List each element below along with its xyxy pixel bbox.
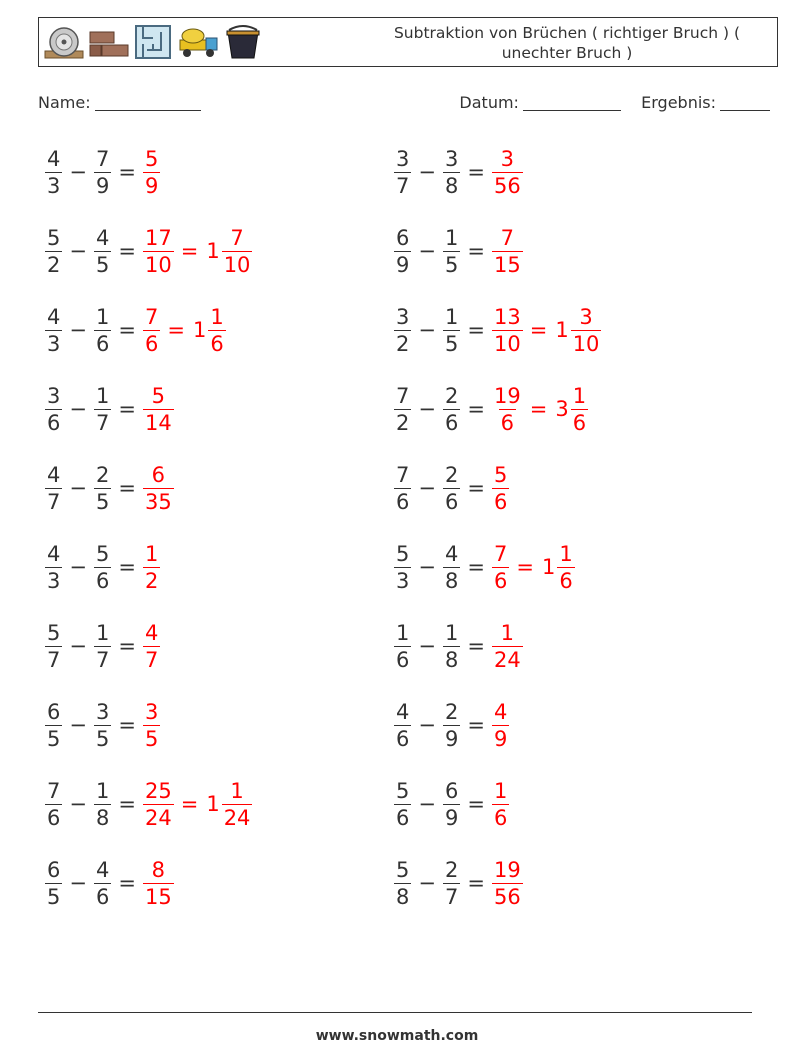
minuend-fraction (45, 383, 62, 436)
icon-strip (43, 22, 263, 62)
denominator: 5 (95, 489, 110, 514)
result-label: Ergebnis: (641, 93, 716, 112)
problem-right-9 (393, 774, 510, 834)
subtrahend-fraction (94, 462, 111, 515)
answer-fraction (492, 304, 523, 357)
equals-sign-mixed: = (180, 792, 199, 816)
minuend-fraction (394, 857, 411, 910)
answer-fraction (492, 620, 523, 673)
denominator: 6 (95, 568, 110, 593)
minuend-fraction (394, 620, 411, 673)
denominator: 6 (144, 331, 159, 356)
saw-blade-icon (43, 24, 85, 60)
denominator: 6 (493, 489, 508, 514)
numerator: 1 (444, 225, 459, 250)
equals-sign: = (467, 160, 485, 184)
minuend-fraction (394, 225, 411, 278)
denominator: 6 (95, 884, 110, 909)
equals-sign: = (467, 476, 485, 500)
numerator: 1 (444, 620, 459, 645)
bucket-icon (223, 24, 263, 60)
numerator: 3 (579, 304, 593, 329)
problem-right-6 (393, 537, 576, 597)
numerator: 7 (396, 383, 410, 408)
numerator: 4 (47, 541, 61, 566)
minuend-fraction (45, 146, 62, 199)
numerator: 4 (444, 541, 459, 566)
denominator: 6 (47, 805, 61, 830)
problem-right-2 (393, 221, 524, 281)
subtrahend-fraction (443, 304, 460, 357)
numerator: 6 (151, 462, 166, 487)
numerator: 1 (444, 304, 459, 329)
answer-fraction (143, 778, 174, 831)
subtrahend-fraction (443, 699, 460, 752)
numerator: 2 (95, 462, 110, 487)
minuend-fraction (45, 778, 62, 831)
subtrahend-fraction (443, 462, 460, 515)
numerator: 4 (95, 225, 110, 250)
numerator: 19 (493, 857, 521, 882)
denominator: 8 (444, 647, 459, 672)
answer-fraction (492, 146, 523, 199)
denominator: 8 (95, 805, 110, 830)
minuend-fraction (45, 225, 62, 278)
denominator: 7 (95, 647, 110, 672)
subtrahend-fraction (94, 857, 111, 910)
problem-right-1 (393, 142, 524, 202)
mixed-whole: 3 (555, 397, 569, 421)
denominator: 6 (47, 410, 61, 435)
cement-truck-icon (176, 24, 220, 60)
subtrahend-fraction (443, 146, 460, 199)
numerator: 4 (396, 699, 410, 724)
equals-sign: = (467, 792, 485, 816)
minuend-fraction (394, 541, 411, 594)
denominator: 9 (95, 173, 110, 198)
minuend-fraction (394, 778, 411, 831)
subtrahend-fraction (443, 857, 460, 910)
equals-sign: = (118, 318, 136, 342)
minus-sign: − (69, 634, 87, 658)
answer-fraction (143, 225, 174, 278)
denominator: 5 (444, 252, 459, 277)
equals-sign: = (118, 555, 136, 579)
denominator: 6 (559, 568, 573, 593)
denominator: 24 (493, 647, 521, 672)
denominator: 6 (396, 805, 410, 830)
maze-icon (133, 24, 173, 60)
mixed-fraction (557, 541, 574, 594)
problem-left-1 (44, 142, 161, 202)
name-field[interactable] (38, 93, 201, 112)
equals-sign-mixed: = (529, 397, 548, 421)
minus-sign: − (69, 239, 87, 263)
denominator: 6 (396, 647, 410, 672)
equals-sign: = (118, 792, 136, 816)
denominator: 6 (396, 489, 410, 514)
denominator: 6 (444, 489, 459, 514)
numerator: 4 (493, 699, 508, 724)
numerator: 7 (500, 225, 515, 250)
denominator: 5 (47, 726, 61, 751)
denominator: 6 (500, 410, 515, 435)
equals-sign: = (467, 397, 485, 421)
mixed-whole: 1 (541, 555, 556, 579)
answer-fraction (492, 857, 523, 910)
equals-sign: = (467, 634, 485, 658)
numerator: 8 (151, 857, 166, 882)
denominator: 2 (396, 331, 410, 356)
denominator: 7 (95, 410, 110, 435)
answer-fraction (143, 383, 174, 436)
subtrahend-fraction (94, 146, 111, 199)
answer-fraction (143, 699, 160, 752)
denominator: 8 (396, 884, 410, 909)
title-line-1: Subtraktion von Brüchen ( richtiger Bruch ) ( (393, 24, 741, 42)
numerator: 1 (95, 778, 110, 803)
minuend-fraction (394, 462, 411, 515)
numerator: 7 (230, 225, 244, 250)
minus-sign: − (418, 397, 436, 421)
numerator: 13 (493, 304, 521, 329)
numerator: 4 (47, 462, 61, 487)
date-label: Datum: (459, 93, 519, 112)
mixed-fraction (222, 778, 253, 831)
denominator: 6 (95, 331, 110, 356)
mixed-fraction (571, 383, 588, 436)
answer-fraction (143, 304, 160, 357)
minuend-fraction (45, 462, 62, 515)
problem-right-5 (393, 458, 510, 518)
numerator: 4 (144, 620, 159, 645)
subtrahend-fraction (94, 541, 111, 594)
subtrahend-fraction (94, 699, 111, 752)
minuend-fraction (45, 304, 62, 357)
mixed-fraction (208, 304, 225, 357)
denominator: 14 (144, 410, 172, 435)
denominator: 2 (47, 252, 61, 277)
denominator: 9 (444, 805, 459, 830)
denominator: 7 (144, 647, 159, 672)
subtrahend-fraction (94, 225, 111, 278)
worksheet-title (367, 23, 767, 63)
minus-sign: − (418, 160, 436, 184)
subtrahend-fraction (94, 620, 111, 673)
numerator: 3 (444, 146, 459, 171)
mixed-fraction (571, 304, 602, 357)
minus-sign: − (69, 397, 87, 421)
mixed-whole: 1 (206, 239, 220, 263)
numerator: 1 (493, 778, 508, 803)
numerator: 5 (47, 225, 61, 250)
equals-sign: = (118, 634, 136, 658)
denominator: 3 (396, 568, 410, 593)
problem-right-8 (393, 695, 510, 755)
minus-sign: − (418, 792, 436, 816)
numerator: 3 (144, 699, 159, 724)
minus-sign: − (69, 713, 87, 737)
numerator: 17 (144, 225, 172, 250)
numerator: 6 (444, 778, 459, 803)
numerator: 1 (572, 383, 587, 408)
denominator: 3 (47, 568, 61, 593)
minuend-fraction (394, 304, 411, 357)
problem-left-2 (44, 221, 253, 281)
numerator: 7 (144, 304, 159, 329)
minuend-fraction (45, 620, 62, 673)
denominator: 24 (223, 805, 251, 830)
name-blank[interactable] (95, 94, 201, 111)
minuend-fraction (394, 146, 411, 199)
numerator: 1 (500, 620, 515, 645)
numerator: 7 (95, 146, 110, 171)
denominator: 5 (47, 884, 61, 909)
numerator: 7 (47, 778, 61, 803)
denominator: 15 (144, 884, 172, 909)
numerator: 6 (396, 225, 410, 250)
answer-fraction (143, 462, 174, 515)
result-blank[interactable] (720, 94, 770, 111)
denominator: 10 (144, 252, 172, 277)
denominator: 6 (493, 568, 508, 593)
numerator: 2 (444, 462, 459, 487)
minuend-fraction (394, 699, 411, 752)
denominator: 2 (144, 568, 159, 593)
numerator: 2 (444, 699, 459, 724)
numerator: 2 (444, 857, 459, 882)
answer-fraction (492, 778, 509, 831)
minus-sign: − (418, 239, 436, 263)
equals-sign-mixed: = (180, 239, 199, 263)
mixed-whole: 1 (555, 318, 569, 342)
denominator: 5 (95, 726, 110, 751)
denominator: 6 (444, 410, 459, 435)
problem-left-7 (44, 616, 161, 676)
numerator: 1 (95, 620, 110, 645)
subtrahend-fraction (94, 383, 111, 436)
answer-fraction (143, 620, 160, 673)
numerator: 5 (493, 462, 508, 487)
minus-sign: − (418, 318, 436, 342)
problem-right-4 (393, 379, 589, 439)
minuend-fraction (45, 857, 62, 910)
numerator: 7 (396, 462, 410, 487)
denominator: 5 (444, 331, 459, 356)
minus-sign: − (69, 160, 87, 184)
numerator: 4 (95, 857, 110, 882)
denominator: 6 (210, 331, 224, 356)
denominator: 7 (396, 173, 410, 198)
equals-sign: = (467, 871, 485, 895)
answer-fraction (143, 857, 174, 910)
denominator: 9 (444, 726, 459, 751)
equals-sign: = (467, 713, 485, 737)
problem-left-4 (44, 379, 175, 439)
equals-sign: = (118, 397, 136, 421)
footer-url: www.snowmath.com (315, 1028, 479, 1044)
minus-sign: − (69, 792, 87, 816)
denominator: 3 (47, 173, 61, 198)
numerator: 1 (396, 620, 410, 645)
numerator: 2 (444, 383, 459, 408)
denominator: 2 (396, 410, 410, 435)
minuend-fraction (45, 699, 62, 752)
footer-divider (38, 1012, 752, 1013)
subtrahend-fraction (94, 778, 111, 831)
equals-sign: = (467, 239, 485, 263)
numerator: 5 (95, 541, 110, 566)
header-box (38, 17, 778, 67)
minus-sign: − (418, 634, 436, 658)
answer-fraction (492, 699, 509, 752)
problem-right-10 (393, 853, 524, 913)
denominator: 7 (444, 884, 459, 909)
denominator: 15 (493, 252, 521, 277)
problem-left-3 (44, 300, 227, 360)
answer-fraction (492, 383, 523, 436)
numerator: 4 (47, 146, 61, 171)
numerator: 6 (47, 857, 61, 882)
equals-sign: = (467, 555, 485, 579)
numerator: 5 (144, 146, 159, 171)
numerator: 3 (396, 304, 410, 329)
problem-right-7 (393, 616, 524, 676)
denominator: 6 (493, 805, 508, 830)
numerator: 1 (559, 541, 573, 566)
denominator: 56 (493, 173, 521, 198)
equals-sign: = (118, 476, 136, 500)
numerator: 5 (396, 857, 410, 882)
denominator: 6 (396, 726, 410, 751)
problem-left-10 (44, 853, 175, 913)
subtrahend-fraction (94, 304, 111, 357)
equals-sign: = (118, 713, 136, 737)
numerator: 3 (396, 146, 410, 171)
denominator: 35 (144, 489, 172, 514)
title-line-2: unechter Bruch ) (501, 44, 633, 62)
minus-sign: − (69, 871, 87, 895)
subtrahend-fraction (443, 778, 460, 831)
name-label: Name: (38, 93, 91, 112)
minus-sign: − (418, 555, 436, 579)
numerator: 5 (396, 541, 410, 566)
answer-fraction (492, 541, 509, 594)
date-result-fields (459, 93, 770, 112)
numerator: 1 (230, 778, 244, 803)
numerator: 1 (95, 304, 110, 329)
denominator: 3 (47, 331, 61, 356)
numerator: 19 (493, 383, 521, 408)
numerator: 3 (95, 699, 110, 724)
numerator: 3 (500, 146, 515, 171)
date-blank[interactable] (523, 94, 621, 111)
subtrahend-fraction (443, 383, 460, 436)
minus-sign: − (69, 476, 87, 500)
equals-sign-mixed: = (529, 318, 548, 342)
denominator: 5 (95, 252, 110, 277)
subtrahend-fraction (443, 225, 460, 278)
problem-left-8 (44, 695, 161, 755)
denominator: 8 (444, 173, 459, 198)
numerator: 1 (210, 304, 224, 329)
denominator: 5 (144, 726, 159, 751)
answer-fraction (143, 146, 160, 199)
numerator: 6 (47, 699, 61, 724)
mixed-whole: 1 (192, 318, 207, 342)
denominator: 10 (493, 331, 521, 356)
denominator: 10 (223, 252, 251, 277)
numerator: 4 (47, 304, 61, 329)
mixed-whole: 1 (206, 792, 220, 816)
denominator: 8 (444, 568, 459, 593)
answer-fraction (492, 462, 509, 515)
answer-fraction (492, 225, 523, 278)
denominator: 9 (144, 173, 159, 198)
wood-logs-icon (88, 24, 130, 60)
denominator: 9 (396, 252, 410, 277)
denominator: 7 (47, 647, 61, 672)
denominator: 6 (572, 410, 587, 435)
numerator: 3 (47, 383, 61, 408)
problem-right-3 (393, 300, 602, 360)
numerator: 1 (144, 541, 159, 566)
equals-sign-mixed: = (167, 318, 185, 342)
numerator: 5 (396, 778, 410, 803)
denominator: 7 (47, 489, 61, 514)
problem-left-9 (44, 774, 253, 834)
minus-sign: − (69, 318, 87, 342)
denominator: 56 (493, 884, 521, 909)
numerator: 5 (47, 620, 61, 645)
equals-sign: = (118, 160, 136, 184)
minuend-fraction (394, 383, 411, 436)
equals-sign: = (118, 871, 136, 895)
problem-left-5 (44, 458, 175, 518)
subtrahend-fraction (443, 541, 460, 594)
minus-sign: − (69, 555, 87, 579)
denominator: 10 (572, 331, 600, 356)
answer-fraction (143, 541, 160, 594)
subtrahend-fraction (443, 620, 460, 673)
minuend-fraction (45, 541, 62, 594)
numerator: 1 (95, 383, 110, 408)
problem-left-6 (44, 537, 161, 597)
denominator: 24 (144, 805, 172, 830)
numerator: 5 (151, 383, 166, 408)
denominator: 9 (493, 726, 508, 751)
numerator: 7 (493, 541, 508, 566)
equals-sign: = (118, 239, 136, 263)
numerator: 25 (144, 778, 172, 803)
minus-sign: − (418, 871, 436, 895)
minus-sign: − (418, 713, 436, 737)
minus-sign: − (418, 476, 436, 500)
equals-sign: = (467, 318, 485, 342)
equals-sign-mixed: = (516, 555, 534, 579)
mixed-fraction (222, 225, 253, 278)
